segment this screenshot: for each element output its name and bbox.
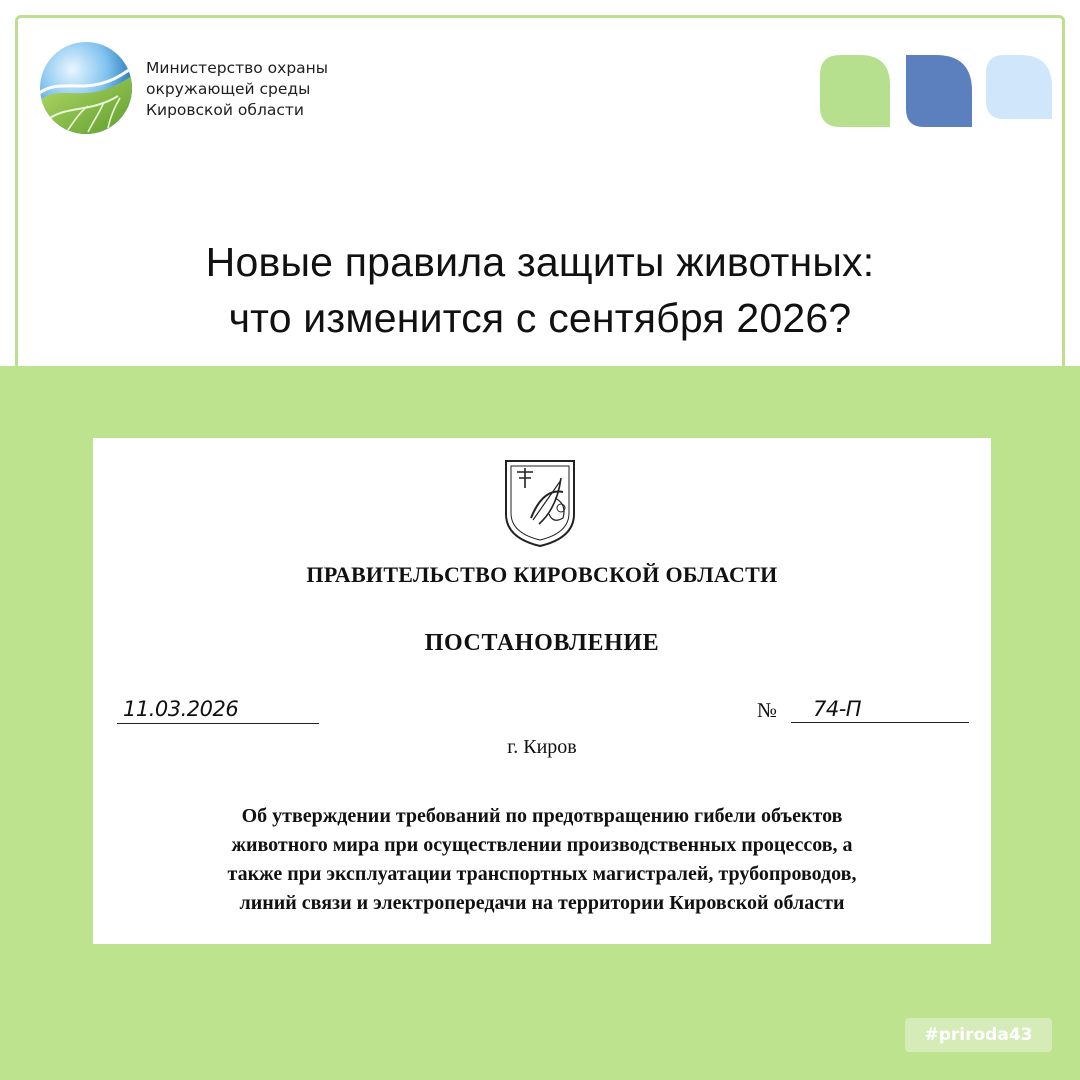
- document-city: г. Киров: [507, 736, 577, 758]
- headline-line: Новые правила защиты животных:: [205, 239, 875, 285]
- globe-leaf-logo-icon: [38, 40, 134, 136]
- headline: [60, 234, 1020, 346]
- document-type: ПОСТАНОВЛЕНИЕ: [424, 630, 660, 656]
- light-blue-leaf-shape: [986, 55, 1052, 119]
- organization-name-line: Министерство охраны: [146, 59, 329, 77]
- document-excerpt: [93, 438, 991, 944]
- organization-name-line: Кировской области: [146, 101, 304, 119]
- government-name: ПРАВИТЕЛЬСТВО КИРОВСКОЙ ОБЛАСТИ: [306, 562, 778, 587]
- document-number: [757, 696, 969, 724]
- green-leaf-shape: [820, 55, 890, 127]
- hashtag-badge: #priroda43: [905, 1018, 1052, 1052]
- document-date: 11.03.2026: [117, 696, 319, 724]
- organization-name-line: окружающей среды: [146, 80, 311, 98]
- blue-leaf-shape: [906, 55, 972, 127]
- number-label: №: [757, 698, 778, 722]
- subject-line: животного мира при осуществлении производственных процессов, а: [231, 834, 853, 856]
- organization-name: [146, 58, 328, 121]
- subject-line: линий связи и электропередачи на территории Кировской области: [239, 892, 845, 914]
- kirov-coat-of-arms-icon: [503, 458, 577, 548]
- subject-line: также при эксплуатации транспортных магистралей, трубопроводов,: [227, 863, 857, 885]
- subject-line: Об утверждении требований по предотвращению гибели объектов: [241, 805, 843, 827]
- decorative-shapes: [820, 55, 1055, 127]
- headline-line: что изменится с сентября 2026?: [228, 295, 852, 341]
- number-value: 74-П: [791, 696, 969, 723]
- document-subject: [123, 802, 961, 918]
